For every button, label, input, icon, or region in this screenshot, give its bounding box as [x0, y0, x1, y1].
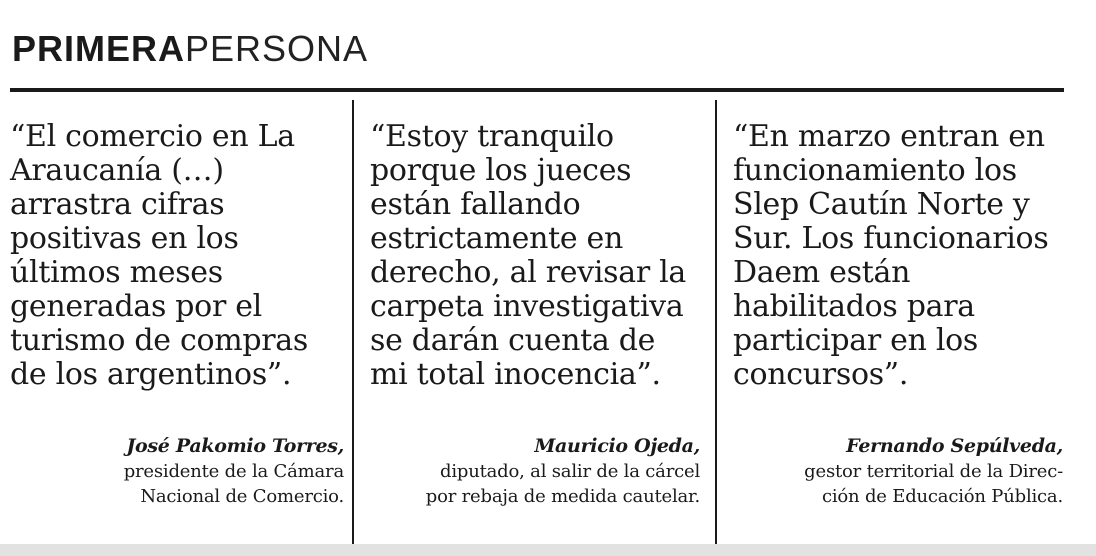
section-title-light: PERSONA: [185, 28, 369, 69]
speaker-name: José Pakomio Torres,: [126, 435, 344, 457]
quote-text: “El comercio en La Araucanía (…) arrastra cifras positivas en los últimos meses generadas por el turismo de compras de los argentinos”.: [10, 119, 308, 392]
speaker-role: presidente de la Cámara Nacional de Comercio.: [123, 461, 344, 507]
quote-text: “Estoy tranquilo porque los jueces están fallando estrictamente en derecho, al revisar la carpeta investigativa se darán cuenta de mi total inocencia”.: [370, 119, 687, 392]
quote-text: “En marzo entran en funcionamiento los Slep Cautín Norte y Sur. Los funcionarios Daem están habilitados para participar en los concursos”.: [733, 119, 1049, 392]
header-rule: [10, 88, 1064, 92]
section-header: [12, 24, 368, 74]
speaker-role: gestor territorial de la Direc- ción de Educación Pública.: [804, 461, 1063, 507]
bottom-band: [0, 544, 1096, 556]
quote-column-1: [10, 120, 344, 540]
speaker-name: Mauricio Ojeda,: [534, 435, 700, 457]
quote-attribution: [340, 434, 700, 509]
speaker-name: Fernando Sepúlveda,: [846, 435, 1063, 457]
quote-attribution: [0, 434, 344, 509]
section-title-bold: PRIMERA: [12, 28, 186, 69]
quote-column-3: [733, 120, 1063, 540]
quote-column-2: [370, 120, 700, 540]
speaker-role: diputado, al salir de la cárcel por rebaja de medida cautelar.: [425, 461, 700, 507]
quote-attribution: [703, 434, 1063, 509]
